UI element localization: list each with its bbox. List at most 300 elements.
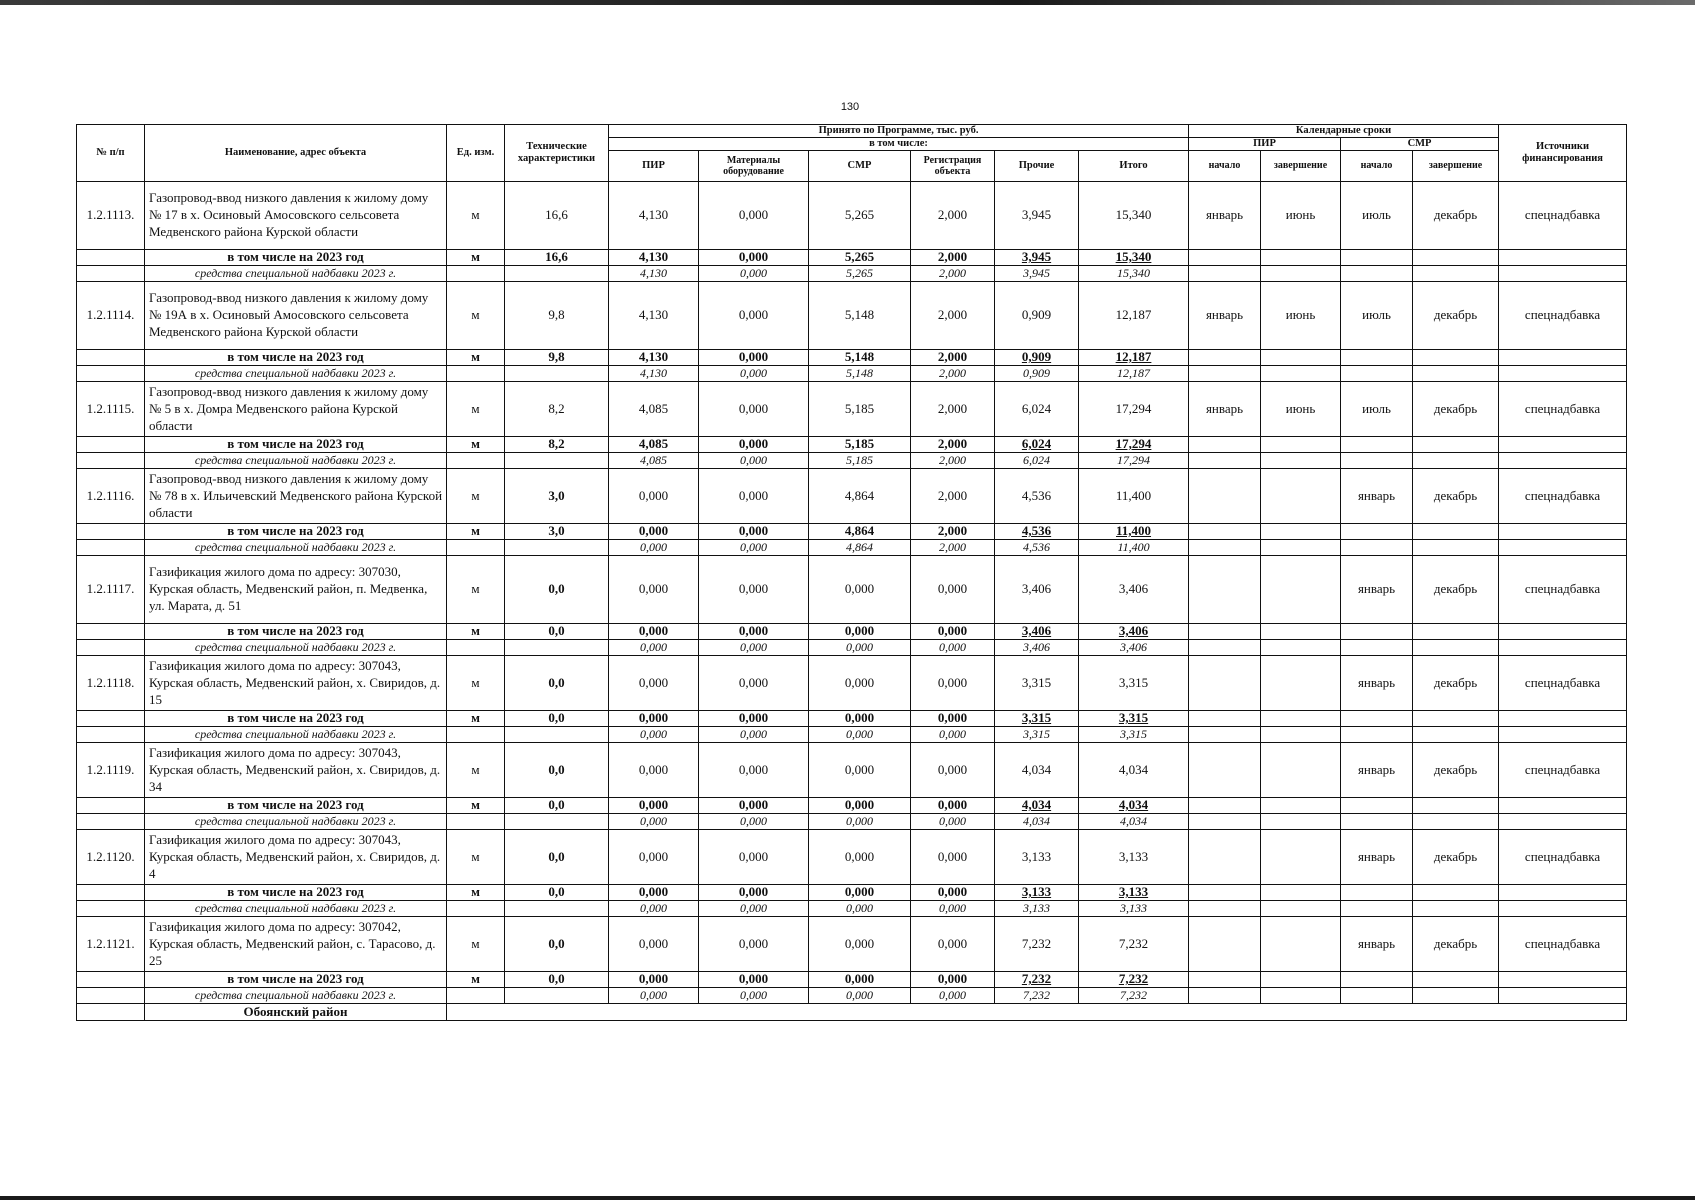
empty-cell bbox=[1341, 266, 1413, 282]
empty-cell bbox=[1499, 453, 1627, 469]
empty-cell bbox=[1499, 540, 1627, 556]
materials-cell: 0,000 bbox=[699, 540, 809, 556]
pir-start-cell bbox=[1189, 469, 1261, 524]
empty-cell bbox=[1261, 885, 1341, 901]
empty-cell bbox=[1261, 640, 1341, 656]
header-unit: Ед. изм. bbox=[447, 125, 505, 182]
smr-cell: 0,000 bbox=[809, 830, 911, 885]
header-other: Прочие bbox=[995, 151, 1079, 182]
header-smr-end: завершение bbox=[1413, 151, 1499, 182]
unit-cell: м bbox=[447, 917, 505, 972]
registration-cell: 2,000 bbox=[911, 366, 995, 382]
row-code: 1.2.1114. bbox=[77, 282, 145, 350]
pir-cell: 0,000 bbox=[609, 711, 699, 727]
empty-cell bbox=[1261, 798, 1341, 814]
empty-cell bbox=[505, 727, 609, 743]
source-cell: спецнадбавка bbox=[1499, 917, 1627, 972]
empty-cell bbox=[505, 453, 609, 469]
empty-cell bbox=[1261, 437, 1341, 453]
empty-cell bbox=[1413, 437, 1499, 453]
table-row bbox=[77, 743, 1627, 798]
materials-cell: 0,000 bbox=[699, 814, 809, 830]
empty-cell bbox=[1261, 988, 1341, 1004]
empty-cell bbox=[1341, 885, 1413, 901]
smr-end-cell: декабрь bbox=[1413, 830, 1499, 885]
empty-cell bbox=[1341, 624, 1413, 640]
smr-start-cell: январь bbox=[1341, 743, 1413, 798]
empty-cell bbox=[1261, 350, 1341, 366]
unit-cell: м bbox=[447, 469, 505, 524]
district-row bbox=[77, 1004, 1627, 1021]
source-cell: спецнадбавка bbox=[1499, 830, 1627, 885]
empty-cell bbox=[1499, 437, 1627, 453]
empty-cell bbox=[77, 350, 145, 366]
empty-cell bbox=[1261, 727, 1341, 743]
empty-cell bbox=[1413, 814, 1499, 830]
materials-cell: 0,000 bbox=[699, 250, 809, 266]
empty-cell bbox=[1499, 624, 1627, 640]
empty-cell bbox=[1499, 250, 1627, 266]
other-cell: 3,315 bbox=[995, 656, 1079, 711]
other-cell: 0,909 bbox=[995, 282, 1079, 350]
other-cell: 3,133 bbox=[995, 885, 1079, 901]
empty-cell bbox=[1189, 988, 1261, 1004]
empty-cell bbox=[1413, 453, 1499, 469]
other-cell: 6,024 bbox=[995, 382, 1079, 437]
empty-cell bbox=[1261, 524, 1341, 540]
object-name: Газопровод-ввод низкого давления к жилому дому № 5 в х. Домра Медвенского района Курской области bbox=[145, 382, 447, 437]
registration-cell: 2,000 bbox=[911, 350, 995, 366]
other-cell: 3,133 bbox=[995, 830, 1079, 885]
empty-cell bbox=[1341, 814, 1413, 830]
header-accepted: Принято по Программе, тыс. руб. bbox=[609, 125, 1189, 138]
pir-cell: 0,000 bbox=[609, 524, 699, 540]
materials-cell: 0,000 bbox=[699, 798, 809, 814]
empty-cell bbox=[1261, 540, 1341, 556]
tech-cell: 0,0 bbox=[505, 885, 609, 901]
empty-cell bbox=[77, 453, 145, 469]
header-total: Итого bbox=[1079, 151, 1189, 182]
total-cell: 4,034 bbox=[1079, 743, 1189, 798]
materials-cell: 0,000 bbox=[699, 972, 809, 988]
empty-cell bbox=[1413, 524, 1499, 540]
pir-end-cell bbox=[1261, 917, 1341, 972]
header-smr: СМР bbox=[809, 151, 911, 182]
empty-cell bbox=[1413, 624, 1499, 640]
subtotal-label: в том числе на 2023 год bbox=[145, 972, 447, 988]
smr-cell: 5,265 bbox=[809, 182, 911, 250]
pir-cell: 0,000 bbox=[609, 469, 699, 524]
materials-cell: 0,000 bbox=[699, 830, 809, 885]
scan-edge-top bbox=[0, 0, 1695, 5]
subtotal-row bbox=[77, 885, 1627, 901]
smr-end-cell: декабрь bbox=[1413, 469, 1499, 524]
program-table bbox=[76, 124, 1627, 1021]
pir-end-cell bbox=[1261, 830, 1341, 885]
table-row bbox=[77, 469, 1627, 524]
source-row bbox=[77, 266, 1627, 282]
smr-cell: 5,265 bbox=[809, 266, 911, 282]
total-cell: 7,232 bbox=[1079, 917, 1189, 972]
empty-cell bbox=[1499, 988, 1627, 1004]
smr-start-cell: январь bbox=[1341, 830, 1413, 885]
empty-cell bbox=[1341, 350, 1413, 366]
subtotal-label: в том числе на 2023 год bbox=[145, 437, 447, 453]
unit-cell: м bbox=[447, 437, 505, 453]
pir-start-cell: январь bbox=[1189, 382, 1261, 437]
source-cell: спецнадбавка bbox=[1499, 556, 1627, 624]
registration-cell: 0,000 bbox=[911, 640, 995, 656]
total-cell: 7,232 bbox=[1079, 972, 1189, 988]
empty-cell bbox=[1413, 266, 1499, 282]
pir-cell: 0,000 bbox=[609, 901, 699, 917]
pir-end-cell: июнь bbox=[1261, 182, 1341, 250]
empty-cell bbox=[1189, 453, 1261, 469]
subtotal-row bbox=[77, 624, 1627, 640]
pir-cell: 0,000 bbox=[609, 830, 699, 885]
object-name: Газопровод-ввод низкого давления к жилому дому № 19А в х. Осиновый Амосовского сельсовета Медвенского района Курской области bbox=[145, 282, 447, 350]
source-label: средства специальной надбавки 2023 г. bbox=[145, 988, 447, 1004]
total-cell: 17,294 bbox=[1079, 437, 1189, 453]
other-cell: 4,034 bbox=[995, 743, 1079, 798]
smr-cell: 5,148 bbox=[809, 366, 911, 382]
header-registration: Регистрация объекта bbox=[911, 151, 995, 182]
district-name: Обоянский район bbox=[145, 1004, 447, 1021]
subtotal-row bbox=[77, 711, 1627, 727]
materials-cell: 0,000 bbox=[699, 437, 809, 453]
other-cell: 3,945 bbox=[995, 250, 1079, 266]
source-cell: спецнадбавка bbox=[1499, 743, 1627, 798]
source-label: средства специальной надбавки 2023 г. bbox=[145, 814, 447, 830]
other-cell: 4,536 bbox=[995, 540, 1079, 556]
tech-cell: 16,6 bbox=[505, 182, 609, 250]
empty-cell bbox=[1341, 366, 1413, 382]
pir-cell: 0,000 bbox=[609, 917, 699, 972]
smr-cell: 5,148 bbox=[809, 282, 911, 350]
empty-cell bbox=[1189, 727, 1261, 743]
tech-cell: 0,0 bbox=[505, 917, 609, 972]
empty-cell bbox=[77, 798, 145, 814]
header-pir-start: начало bbox=[1189, 151, 1261, 182]
pir-cell: 4,085 bbox=[609, 382, 699, 437]
subtotal-row bbox=[77, 798, 1627, 814]
empty-cell bbox=[447, 366, 505, 382]
registration-cell: 0,000 bbox=[911, 901, 995, 917]
materials-cell: 0,000 bbox=[699, 282, 809, 350]
materials-cell: 0,000 bbox=[699, 917, 809, 972]
smr-end-cell: декабрь bbox=[1413, 556, 1499, 624]
header-pir-end: завершение bbox=[1261, 151, 1341, 182]
total-cell: 11,400 bbox=[1079, 540, 1189, 556]
empty-cell bbox=[77, 727, 145, 743]
smr-cell: 0,000 bbox=[809, 988, 911, 1004]
pir-cell: 4,130 bbox=[609, 266, 699, 282]
source-row bbox=[77, 901, 1627, 917]
source-label: средства специальной надбавки 2023 г. bbox=[145, 366, 447, 382]
empty-cell bbox=[1499, 885, 1627, 901]
row-code: 1.2.1113. bbox=[77, 182, 145, 250]
tech-cell: 0,0 bbox=[505, 711, 609, 727]
source-label: средства специальной надбавки 2023 г. bbox=[145, 640, 447, 656]
pir-start-cell bbox=[1189, 656, 1261, 711]
source-row bbox=[77, 988, 1627, 1004]
empty-cell bbox=[1189, 250, 1261, 266]
smr-cell: 0,000 bbox=[809, 814, 911, 830]
program-table-container bbox=[76, 124, 1626, 1021]
registration-cell: 0,000 bbox=[911, 988, 995, 1004]
header-including: в том числе: bbox=[609, 138, 1189, 151]
table-row bbox=[77, 656, 1627, 711]
empty-cell bbox=[447, 453, 505, 469]
tech-cell: 0,0 bbox=[505, 830, 609, 885]
empty-cell bbox=[1189, 798, 1261, 814]
registration-cell: 2,000 bbox=[911, 182, 995, 250]
header-pir: ПИР bbox=[609, 151, 699, 182]
pir-cell: 4,130 bbox=[609, 366, 699, 382]
smr-cell: 5,148 bbox=[809, 350, 911, 366]
empty-cell bbox=[77, 366, 145, 382]
registration-cell: 0,000 bbox=[911, 727, 995, 743]
unit-cell: м bbox=[447, 250, 505, 266]
header-smr-start: начало bbox=[1341, 151, 1413, 182]
unit-cell: м bbox=[447, 743, 505, 798]
total-cell: 12,187 bbox=[1079, 282, 1189, 350]
empty-cell bbox=[505, 540, 609, 556]
empty-cell bbox=[505, 988, 609, 1004]
smr-cell: 0,000 bbox=[809, 798, 911, 814]
registration-cell: 0,000 bbox=[911, 798, 995, 814]
registration-cell: 2,000 bbox=[911, 250, 995, 266]
pir-start-cell bbox=[1189, 743, 1261, 798]
smr-cell: 0,000 bbox=[809, 556, 911, 624]
pir-cell: 0,000 bbox=[609, 727, 699, 743]
materials-cell: 0,000 bbox=[699, 182, 809, 250]
pir-cell: 0,000 bbox=[609, 988, 699, 1004]
materials-cell: 0,000 bbox=[699, 711, 809, 727]
empty-cell bbox=[1499, 266, 1627, 282]
registration-cell: 0,000 bbox=[911, 624, 995, 640]
empty-cell bbox=[1341, 727, 1413, 743]
empty-cell bbox=[1413, 350, 1499, 366]
tech-cell: 9,8 bbox=[505, 350, 609, 366]
empty-cell bbox=[77, 885, 145, 901]
smr-end-cell: декабрь bbox=[1413, 182, 1499, 250]
smr-cell: 0,000 bbox=[809, 743, 911, 798]
empty-cell bbox=[1499, 366, 1627, 382]
empty-cell bbox=[1413, 711, 1499, 727]
tech-cell: 8,2 bbox=[505, 437, 609, 453]
registration-cell: 0,000 bbox=[911, 814, 995, 830]
empty-cell bbox=[505, 640, 609, 656]
other-cell: 3,945 bbox=[995, 182, 1079, 250]
materials-cell: 0,000 bbox=[699, 656, 809, 711]
smr-start-cell: январь bbox=[1341, 656, 1413, 711]
other-cell: 3,315 bbox=[995, 711, 1079, 727]
smr-cell: 0,000 bbox=[809, 727, 911, 743]
empty-cell bbox=[1261, 250, 1341, 266]
registration-cell: 0,000 bbox=[911, 972, 995, 988]
page-number: 130 bbox=[840, 101, 860, 113]
materials-cell: 0,000 bbox=[699, 524, 809, 540]
other-cell: 3,945 bbox=[995, 266, 1079, 282]
empty-cell bbox=[1189, 437, 1261, 453]
materials-cell: 0,000 bbox=[699, 640, 809, 656]
smr-cell: 5,265 bbox=[809, 250, 911, 266]
empty-cell bbox=[1341, 711, 1413, 727]
smr-end-cell: декабрь bbox=[1413, 656, 1499, 711]
unit-cell: м bbox=[447, 382, 505, 437]
empty-cell bbox=[1341, 988, 1413, 1004]
registration-cell: 2,000 bbox=[911, 437, 995, 453]
empty-cell bbox=[505, 366, 609, 382]
pir-cell: 4,130 bbox=[609, 350, 699, 366]
subtotal-label: в том числе на 2023 год bbox=[145, 250, 447, 266]
smr-cell: 0,000 bbox=[809, 711, 911, 727]
row-code: 1.2.1117. bbox=[77, 556, 145, 624]
row-code: 1.2.1119. bbox=[77, 743, 145, 798]
source-cell: спецнадбавка bbox=[1499, 282, 1627, 350]
unit-cell: м bbox=[447, 656, 505, 711]
smr-cell: 4,864 bbox=[809, 540, 911, 556]
registration-cell: 2,000 bbox=[911, 282, 995, 350]
empty-cell bbox=[1189, 814, 1261, 830]
empty-cell bbox=[1413, 727, 1499, 743]
tech-cell: 16,6 bbox=[505, 250, 609, 266]
source-cell: спецнадбавка bbox=[1499, 382, 1627, 437]
subtotal-row bbox=[77, 972, 1627, 988]
smr-end-cell: декабрь bbox=[1413, 382, 1499, 437]
smr-start-cell: январь bbox=[1341, 556, 1413, 624]
pir-cell: 4,130 bbox=[609, 182, 699, 250]
empty-cell bbox=[1189, 540, 1261, 556]
materials-cell: 0,000 bbox=[699, 727, 809, 743]
empty-cell bbox=[1261, 366, 1341, 382]
empty-cell bbox=[447, 266, 505, 282]
table-header bbox=[77, 125, 1627, 182]
pir-cell: 4,085 bbox=[609, 453, 699, 469]
smr-cell: 4,864 bbox=[809, 524, 911, 540]
empty-cell bbox=[77, 901, 145, 917]
table-row bbox=[77, 282, 1627, 350]
registration-cell: 0,000 bbox=[911, 556, 995, 624]
other-cell: 0,909 bbox=[995, 350, 1079, 366]
empty-cell bbox=[1261, 901, 1341, 917]
empty-cell bbox=[1261, 972, 1341, 988]
empty-cell bbox=[77, 266, 145, 282]
subtotal-row bbox=[77, 350, 1627, 366]
other-cell: 6,024 bbox=[995, 453, 1079, 469]
pir-cell: 0,000 bbox=[609, 743, 699, 798]
subtotal-row bbox=[77, 437, 1627, 453]
object-name: Газопровод-ввод низкого давления к жилому дому № 17 в х. Осиновый Амосовского сельсовета Медвенского района Курской области bbox=[145, 182, 447, 250]
smr-end-cell: декабрь bbox=[1413, 743, 1499, 798]
pir-cell: 4,130 bbox=[609, 282, 699, 350]
other-cell: 0,909 bbox=[995, 366, 1079, 382]
empty-cell bbox=[505, 901, 609, 917]
subtotal-label: в том числе на 2023 год bbox=[145, 350, 447, 366]
pir-end-cell: июнь bbox=[1261, 282, 1341, 350]
pir-cell: 0,000 bbox=[609, 656, 699, 711]
pir-cell: 0,000 bbox=[609, 640, 699, 656]
source-label: средства специальной надбавки 2023 г. bbox=[145, 266, 447, 282]
smr-cell: 0,000 bbox=[809, 885, 911, 901]
empty-cell bbox=[1189, 366, 1261, 382]
smr-start-cell: июль bbox=[1341, 382, 1413, 437]
empty-cell bbox=[1341, 972, 1413, 988]
empty-cell bbox=[77, 437, 145, 453]
other-cell: 4,536 bbox=[995, 524, 1079, 540]
unit-cell: м bbox=[447, 885, 505, 901]
empty-cell bbox=[1261, 266, 1341, 282]
unit-cell: м bbox=[447, 282, 505, 350]
total-cell: 15,340 bbox=[1079, 182, 1189, 250]
empty-cell bbox=[1341, 640, 1413, 656]
registration-cell: 2,000 bbox=[911, 266, 995, 282]
unit-cell: м bbox=[447, 350, 505, 366]
header-sources: Источники финансирования bbox=[1499, 125, 1627, 182]
tech-cell: 0,0 bbox=[505, 798, 609, 814]
subtotal-label: в том числе на 2023 год bbox=[145, 885, 447, 901]
total-cell: 3,133 bbox=[1079, 901, 1189, 917]
registration-cell: 0,000 bbox=[911, 917, 995, 972]
tech-cell: 9,8 bbox=[505, 282, 609, 350]
empty-cell bbox=[505, 266, 609, 282]
registration-cell: 0,000 bbox=[911, 885, 995, 901]
empty-cell bbox=[1189, 711, 1261, 727]
source-row bbox=[77, 366, 1627, 382]
source-row bbox=[77, 727, 1627, 743]
empty-cell bbox=[1413, 540, 1499, 556]
header-cal-pir: ПИР bbox=[1189, 138, 1341, 151]
pir-cell: 4,085 bbox=[609, 437, 699, 453]
subtotal-label: в том числе на 2023 год bbox=[145, 624, 447, 640]
table-body bbox=[77, 182, 1627, 1021]
materials-cell: 0,000 bbox=[699, 382, 809, 437]
row-code: 1.2.1115. bbox=[77, 382, 145, 437]
total-cell: 3,406 bbox=[1079, 640, 1189, 656]
empty-cell bbox=[77, 624, 145, 640]
subtotal-label: в том числе на 2023 год bbox=[145, 711, 447, 727]
source-cell: спецнадбавка bbox=[1499, 469, 1627, 524]
total-cell: 17,294 bbox=[1079, 453, 1189, 469]
empty-cell bbox=[1261, 711, 1341, 727]
source-cell: спецнадбавка bbox=[1499, 656, 1627, 711]
smr-cell: 5,185 bbox=[809, 382, 911, 437]
registration-cell: 0,000 bbox=[911, 656, 995, 711]
total-cell: 4,034 bbox=[1079, 814, 1189, 830]
empty-cell bbox=[77, 988, 145, 1004]
smr-end-cell: декабрь bbox=[1413, 917, 1499, 972]
empty-cell bbox=[1261, 814, 1341, 830]
source-row bbox=[77, 540, 1627, 556]
other-cell: 4,034 bbox=[995, 814, 1079, 830]
other-cell: 3,406 bbox=[995, 624, 1079, 640]
source-cell: спецнадбавка bbox=[1499, 182, 1627, 250]
total-cell: 7,232 bbox=[1079, 988, 1189, 1004]
scan-edge-bottom bbox=[0, 1196, 1695, 1200]
empty-cell bbox=[505, 814, 609, 830]
object-name: Газификация жилого дома по адресу: 307043, Курская область, Медвенский район, х. Свиридов, д. 4 bbox=[145, 830, 447, 885]
empty-cell bbox=[1341, 453, 1413, 469]
other-cell: 4,034 bbox=[995, 798, 1079, 814]
empty-cell bbox=[77, 540, 145, 556]
empty-cell bbox=[1341, 524, 1413, 540]
smr-end-cell: декабрь bbox=[1413, 282, 1499, 350]
empty-cell bbox=[77, 814, 145, 830]
total-cell: 3,133 bbox=[1079, 885, 1189, 901]
pir-cell: 0,000 bbox=[609, 814, 699, 830]
tech-cell: 0,0 bbox=[505, 556, 609, 624]
